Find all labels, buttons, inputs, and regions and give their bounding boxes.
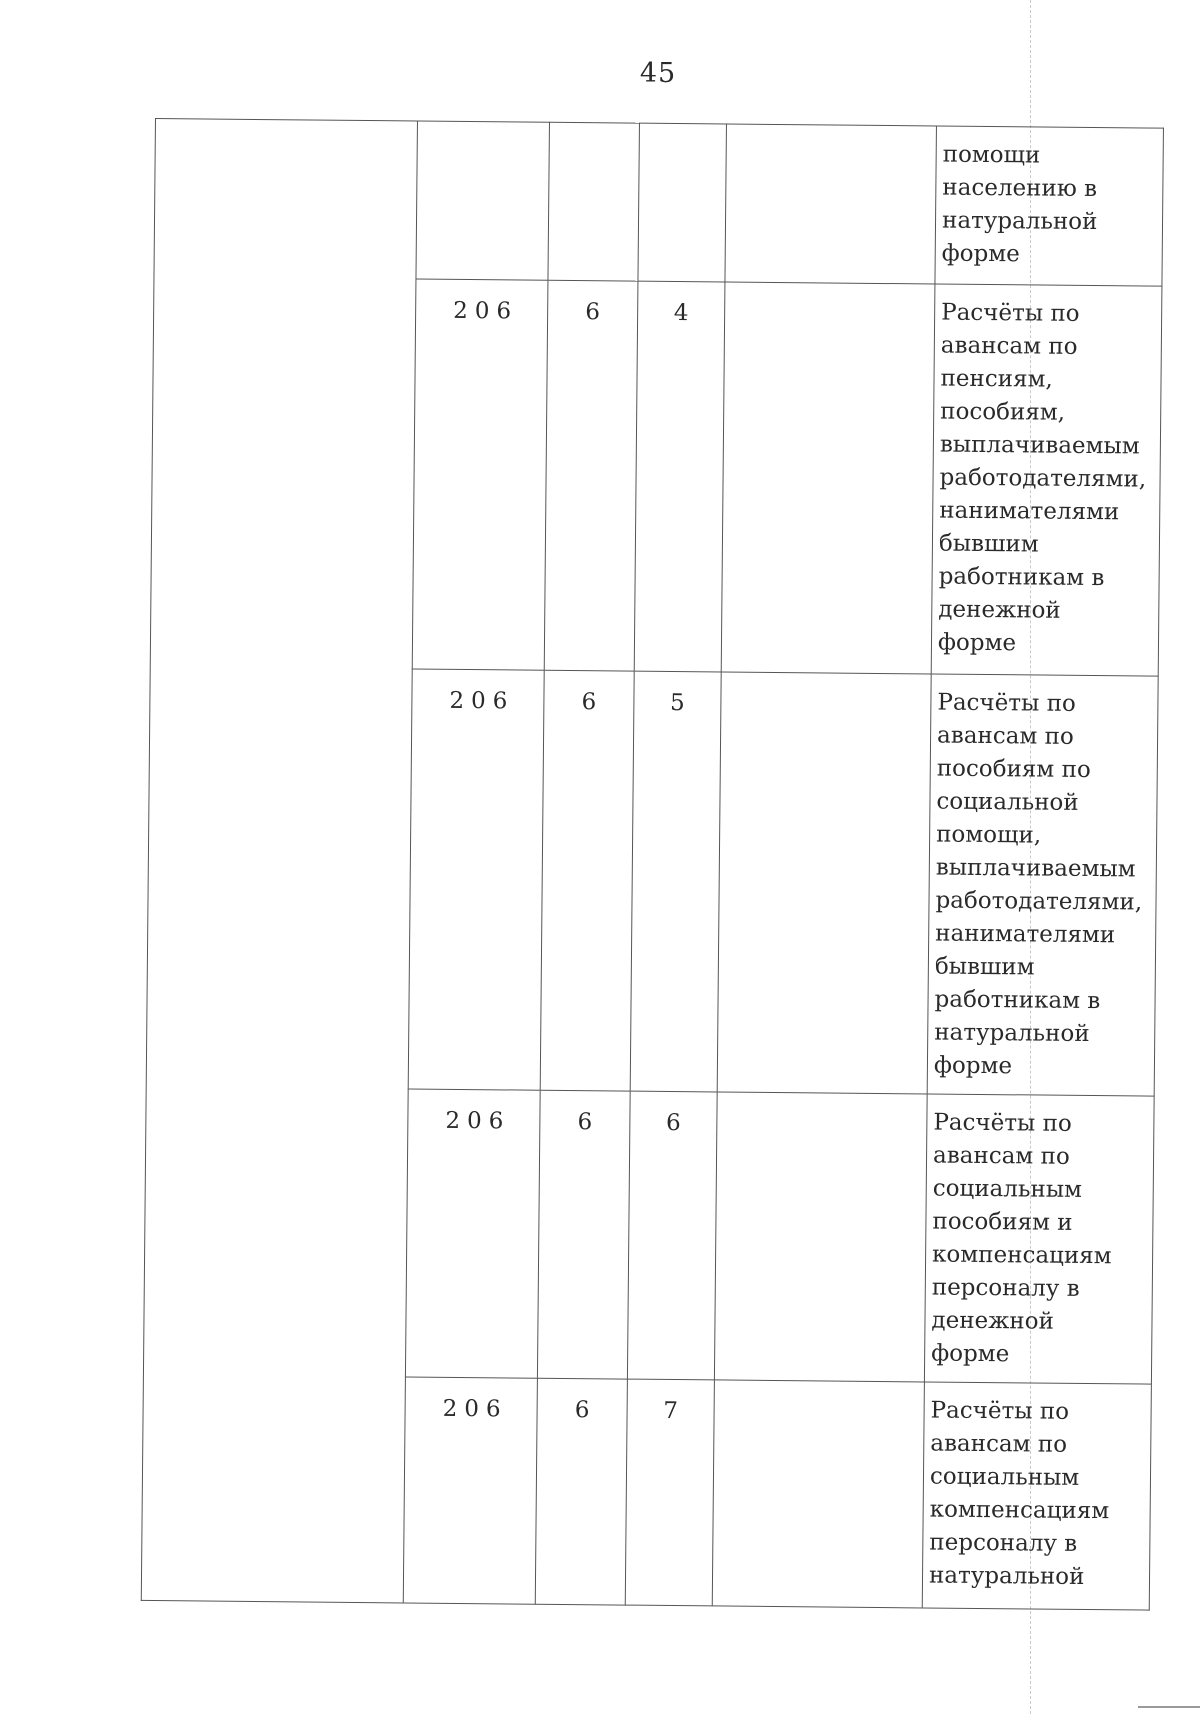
description-line: форме	[931, 1340, 1010, 1368]
description-line: натуральной	[928, 1562, 1085, 1590]
code-cell: 7	[625, 1379, 714, 1606]
description-line: нанимателями	[935, 920, 1116, 949]
description-line: работникам в	[934, 986, 1101, 1015]
description-line: пособиям и	[932, 1208, 1073, 1236]
code-cell: 6	[540, 670, 634, 1091]
description-line: Расчёты по	[941, 299, 1080, 327]
code-cell: 6	[544, 280, 638, 671]
description-line: компенсациям	[929, 1496, 1110, 1525]
description-line: социальным	[932, 1175, 1083, 1203]
code-cell: 6	[627, 1091, 717, 1380]
description-line: натуральной	[941, 207, 1098, 236]
code-cell	[548, 122, 640, 281]
description-line: бывшим	[938, 530, 1039, 558]
empty-cell	[725, 124, 937, 284]
description-cell	[924, 1094, 1154, 1384]
description-line: авансам по	[940, 332, 1078, 360]
empty-cell	[714, 1092, 927, 1382]
page-number: 45	[639, 58, 677, 89]
description-cell	[935, 126, 1164, 286]
description-line: помощи,	[936, 821, 1042, 849]
description-line: натуральной	[934, 1019, 1090, 1048]
merged-first-column-cell	[141, 119, 417, 1603]
scan-corner-mark	[1138, 1706, 1200, 1714]
description-line: работодателями,	[939, 464, 1147, 493]
code-cell: 206	[408, 669, 544, 1090]
empty-cell	[717, 672, 931, 1094]
description-line: выплачиваемым	[939, 431, 1140, 460]
description-line: денежной	[931, 1307, 1055, 1335]
code-cell	[416, 121, 550, 280]
description-line: пособиям,	[940, 398, 1066, 426]
code-cell: 206	[403, 1377, 537, 1604]
description-line: выплачиваемым	[935, 854, 1136, 883]
description-line: нанимателями	[939, 497, 1120, 526]
description-line: компенсациям	[932, 1241, 1112, 1270]
description-line: социальной	[936, 788, 1079, 816]
account-codes-table	[141, 118, 1164, 1611]
description-line: авансам по	[930, 1430, 1068, 1458]
description-line: форме	[933, 1052, 1013, 1080]
description-line: работодателями,	[935, 887, 1143, 916]
description-line: населению в	[942, 174, 1098, 203]
description-line: работникам в	[938, 563, 1105, 592]
description-line: персоналу в	[931, 1274, 1080, 1302]
description-cell	[922, 1382, 1151, 1610]
code-cell: 206	[405, 1089, 540, 1378]
code-cell	[638, 123, 727, 282]
empty-cell	[721, 282, 935, 674]
code-cell: 4	[634, 281, 725, 672]
description-line: персоналу в	[929, 1529, 1078, 1557]
description-line: форме	[941, 240, 1020, 268]
description-cell	[931, 284, 1162, 676]
code-cell: 5	[630, 671, 721, 1092]
description-line: бывшим	[934, 953, 1035, 981]
description-line: Расчёты по	[933, 1109, 1072, 1137]
description-line: Расчёты по	[937, 689, 1076, 717]
description-line: пособиям по	[936, 755, 1091, 784]
table-row	[154, 119, 1163, 287]
description-line: помощи	[942, 141, 1041, 169]
code-cell: 6	[537, 1090, 630, 1379]
code-cell: 6	[535, 1378, 627, 1605]
description-line: денежной	[938, 596, 1061, 624]
code-cell: 206	[412, 279, 548, 670]
empty-cell	[712, 1380, 924, 1608]
description-line: Расчёты по	[930, 1397, 1070, 1425]
description-line: пенсиям,	[940, 365, 1053, 393]
description-line: социальным	[929, 1463, 1080, 1491]
description-line: авансам по	[932, 1142, 1070, 1170]
description-line: форме	[937, 629, 1017, 657]
description-cell	[927, 674, 1158, 1096]
description-line: авансам по	[936, 722, 1074, 750]
